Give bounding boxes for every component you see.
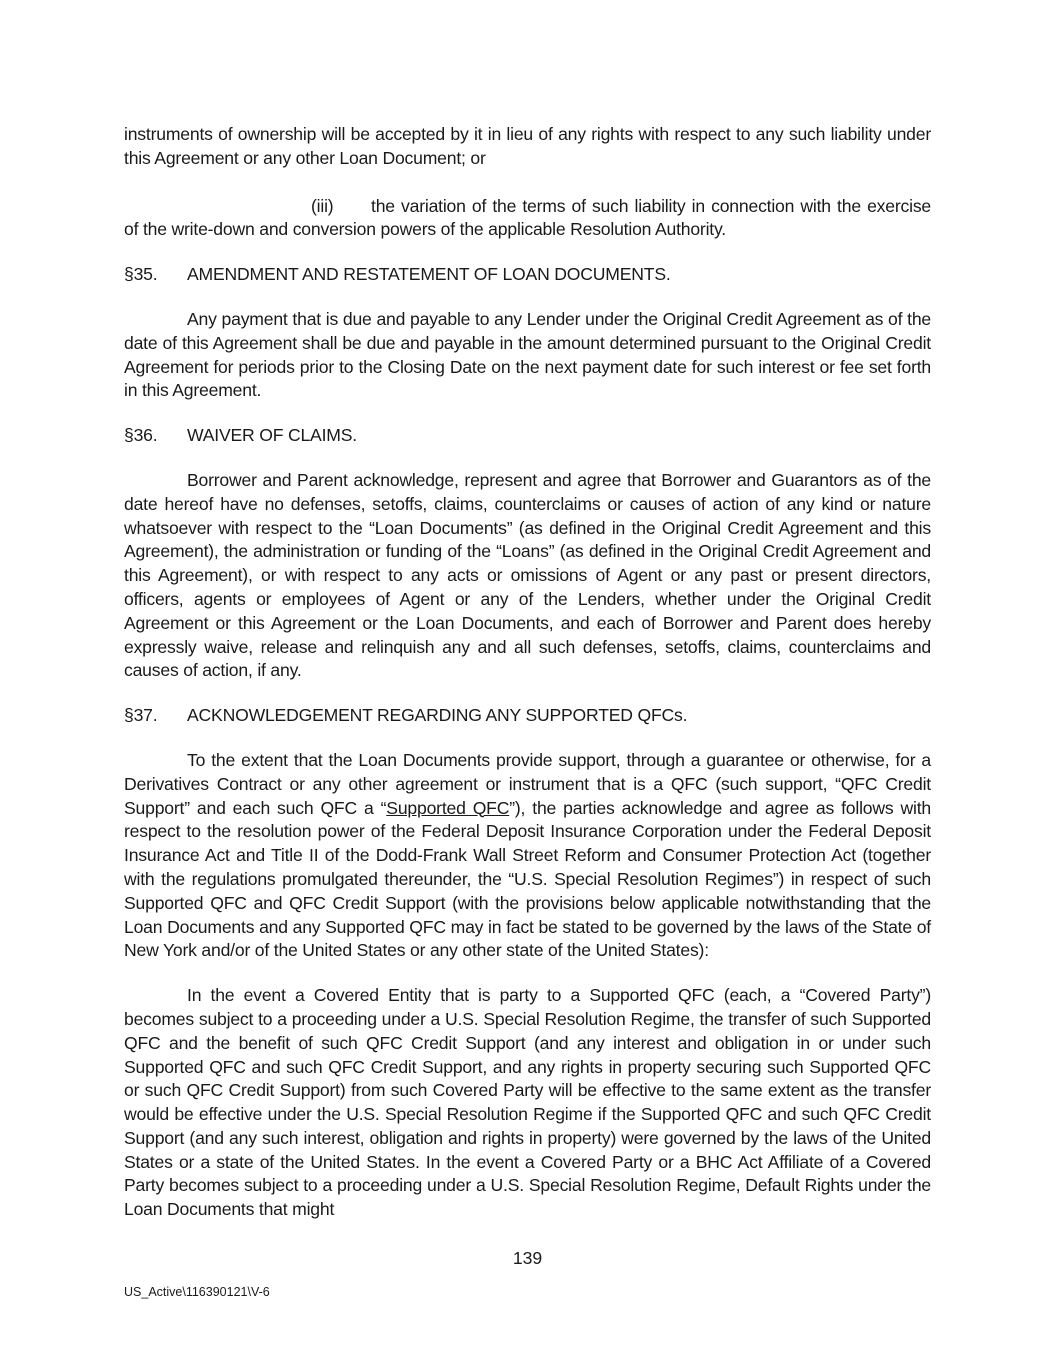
document-id: US_Active\116390121\V-6: [124, 1285, 270, 1299]
page-number: 139: [512, 1248, 543, 1268]
defined-term-supported-qfc: Supported QFC: [386, 797, 510, 818]
sub-item-text: the variation of the terms of such liability in connection with the exercise of the write-down and conversion powers of the applicable Resolution Authority.: [124, 195, 931, 240]
section-title: ACKNOWLEDGEMENT REGARDING ANY SUPPORTED QFCs.: [187, 705, 688, 726]
section-36-paragraph: Borrower and Parent acknowledge, represent and agree that Borrower and Guarantors as of the date hereof have no defenses, setoffs, claims, counterclaims or causes of action of any kind or nature whatsoever with respect to the “Loan Documents” (as defined in the Original Credit Agreement and this Agreement), the administration or funding of the “Loans” (as defined in the Original Credit Agreement and this Agreement), or with respect to any acts or omissions of Agent or any past or present directors, officers, agents or employees of Agent or any of the Lenders, whether under the Original Credit Agreement or this Agreement or the Loan Documents, and each of Borrower and Parent does hereby expressly waive, release and relinquish any and all such defenses, setoffs, claims, counterclaims and causes of action, if any.: [124, 469, 931, 681]
section-title: WAIVER OF CLAIMS.: [187, 425, 357, 446]
section-35-paragraph: Any payment that is due and payable to any Lender under the Original Credit Agreement as of the date of this Agreement shall be due and payable in the amount determined pursuant to the Original Credit Agreement for periods prior to the Closing Date on the next payment date for such interest or fee set forth in this Agreement.: [124, 308, 931, 401]
section-37-paragraph-1: [124, 749, 931, 963]
paragraph-text: ”), the parties acknowledge and agree as follows with respect to the resolution power of the Federal Deposit Insurance Corporation under the Federal Deposit Insurance Act and Title II of the Dodd-Frank Wall Street Reform and Consumer Protection Act (together with the regulations promulgated thereunder, the “U.S. Special Resolution Regimes”) in respect of such Supported QFC and QFC Credit Support (with the provisions below applicable notwithstanding that the Loan Documents and any Supported QFC may in fact be stated to be governed by the laws of the State of New York and/or of the United States or any other state of the United States):: [124, 797, 931, 961]
section-37-heading: [124, 704, 931, 728]
paragraph-text: To the extent that the Loan Documents provide support, through a guarantee or otherwise, for a Derivatives Contract or any other agreement or instrument that is a QFC (such support, “QFC Credit Support” and each such QFC a “: [124, 749, 931, 818]
section-36-heading: [124, 424, 931, 448]
section-number: §37.: [124, 705, 158, 726]
section-37-paragraph-2: In the event a Covered Entity that is party to a Supported QFC (each, a “Covered Party”) becomes subject to a proceeding under a U.S. Special Resolution Regime, the transfer of such Supported QFC and the benefit of such QFC Credit Support (and any interest and obligation in or under such Supported QFC and such QFC Credit Support, and any rights in property securing such Supported QFC or such QFC Credit Support) from such Covered Party will be effective to the same extent as the transfer would be effective under the U.S. Special Resolution Regime if the Supported QFC and such QFC Credit Support (and any such interest, obligation and rights in property) were governed by the laws of the United States or a state of the United States. In the event a Covered Party or a BHC Act Affiliate of a Covered Party becomes subject to a proceeding under a U.S. Special Resolution Regime, Default Rights under the Loan Documents that might: [124, 985, 931, 1220]
section-35-heading: [124, 263, 931, 287]
sub-item-number: (iii): [311, 195, 334, 216]
section-number: §36.: [124, 425, 158, 446]
sub-item-iii: [124, 195, 931, 243]
section-number: §35.: [124, 264, 158, 285]
continuation-paragraph: instruments of ownership will be accepted by it in lieu of any rights with respect to any such liability under this Agreement or any other Loan Document; or: [124, 124, 931, 168]
section-title: AMENDMENT AND RESTATEMENT OF LOAN DOCUMENTS.: [187, 264, 671, 285]
document-page: [124, 123, 931, 1222]
